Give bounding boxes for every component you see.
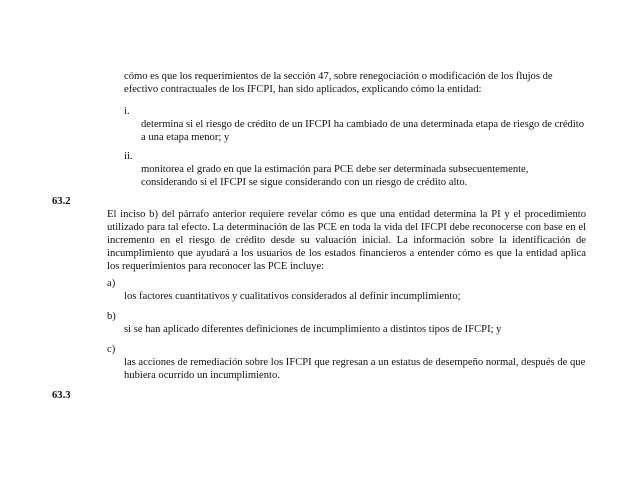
letter-item-a-text: los factores cuantitativos y cualitativos considerados al definir incumplimiento; xyxy=(124,291,461,302)
intro-paragraph: cómo es que los requerimientos de la sección 47, sobre renegociación o modificación de los flujos de efectivo contractuales de los IFCPI, han sido aplicados, explicando cómo la entidad: xyxy=(124,71,553,95)
roman-marker-ii: ii. xyxy=(124,151,133,162)
roman-item-ii-text: monitorea el grado en que la estimación para PCE debe ser determinada subsecuentemente, considerando si el IFCPI se sigue considerando con un riesgo de crédito alto. xyxy=(141,164,529,188)
letter-marker-b: b) xyxy=(107,311,116,322)
section-number-63-3: 63.3 xyxy=(52,390,71,401)
letter-marker-c: c) xyxy=(107,344,116,355)
letter-marker-a: a) xyxy=(107,278,116,289)
letter-item-b-text: si se han aplicado diferentes definiciones de incumplimiento a distintos tipos de IFCPI; y xyxy=(124,324,502,335)
letter-item-c-text: las acciones de remediación sobre los IFCPI que regresan a un estatus de desempeño normal, después de que hubiera ocurrido un incumplimiento. xyxy=(124,357,586,381)
roman-item-i-text: determina si el riesgo de crédito de un IFCPI ha cambiado de una determinada etapa de riesgo de crédito a una etapa menor; y xyxy=(141,119,585,143)
roman-marker-i: i. xyxy=(124,106,130,117)
section-number-63-2: 63.2 xyxy=(52,196,71,207)
section-63-2-paragraph: El inciso b) del párrafo anterior requiere revelar cómo es que una entidad determina la PI y el procedimiento utilizado para tal efecto. La determinación de las PCE en toda la vida del IFCPI debe reconocerse con base en el incremento en el riesgo de crédito desde su valuación inicial. La información sobre la identificación de incumplimiento que ayudará a los usuarios de los estados financieros a entender cómo es que la entidad aplica los requerimientos para reconocer las PCE incluye: xyxy=(107,209,586,272)
